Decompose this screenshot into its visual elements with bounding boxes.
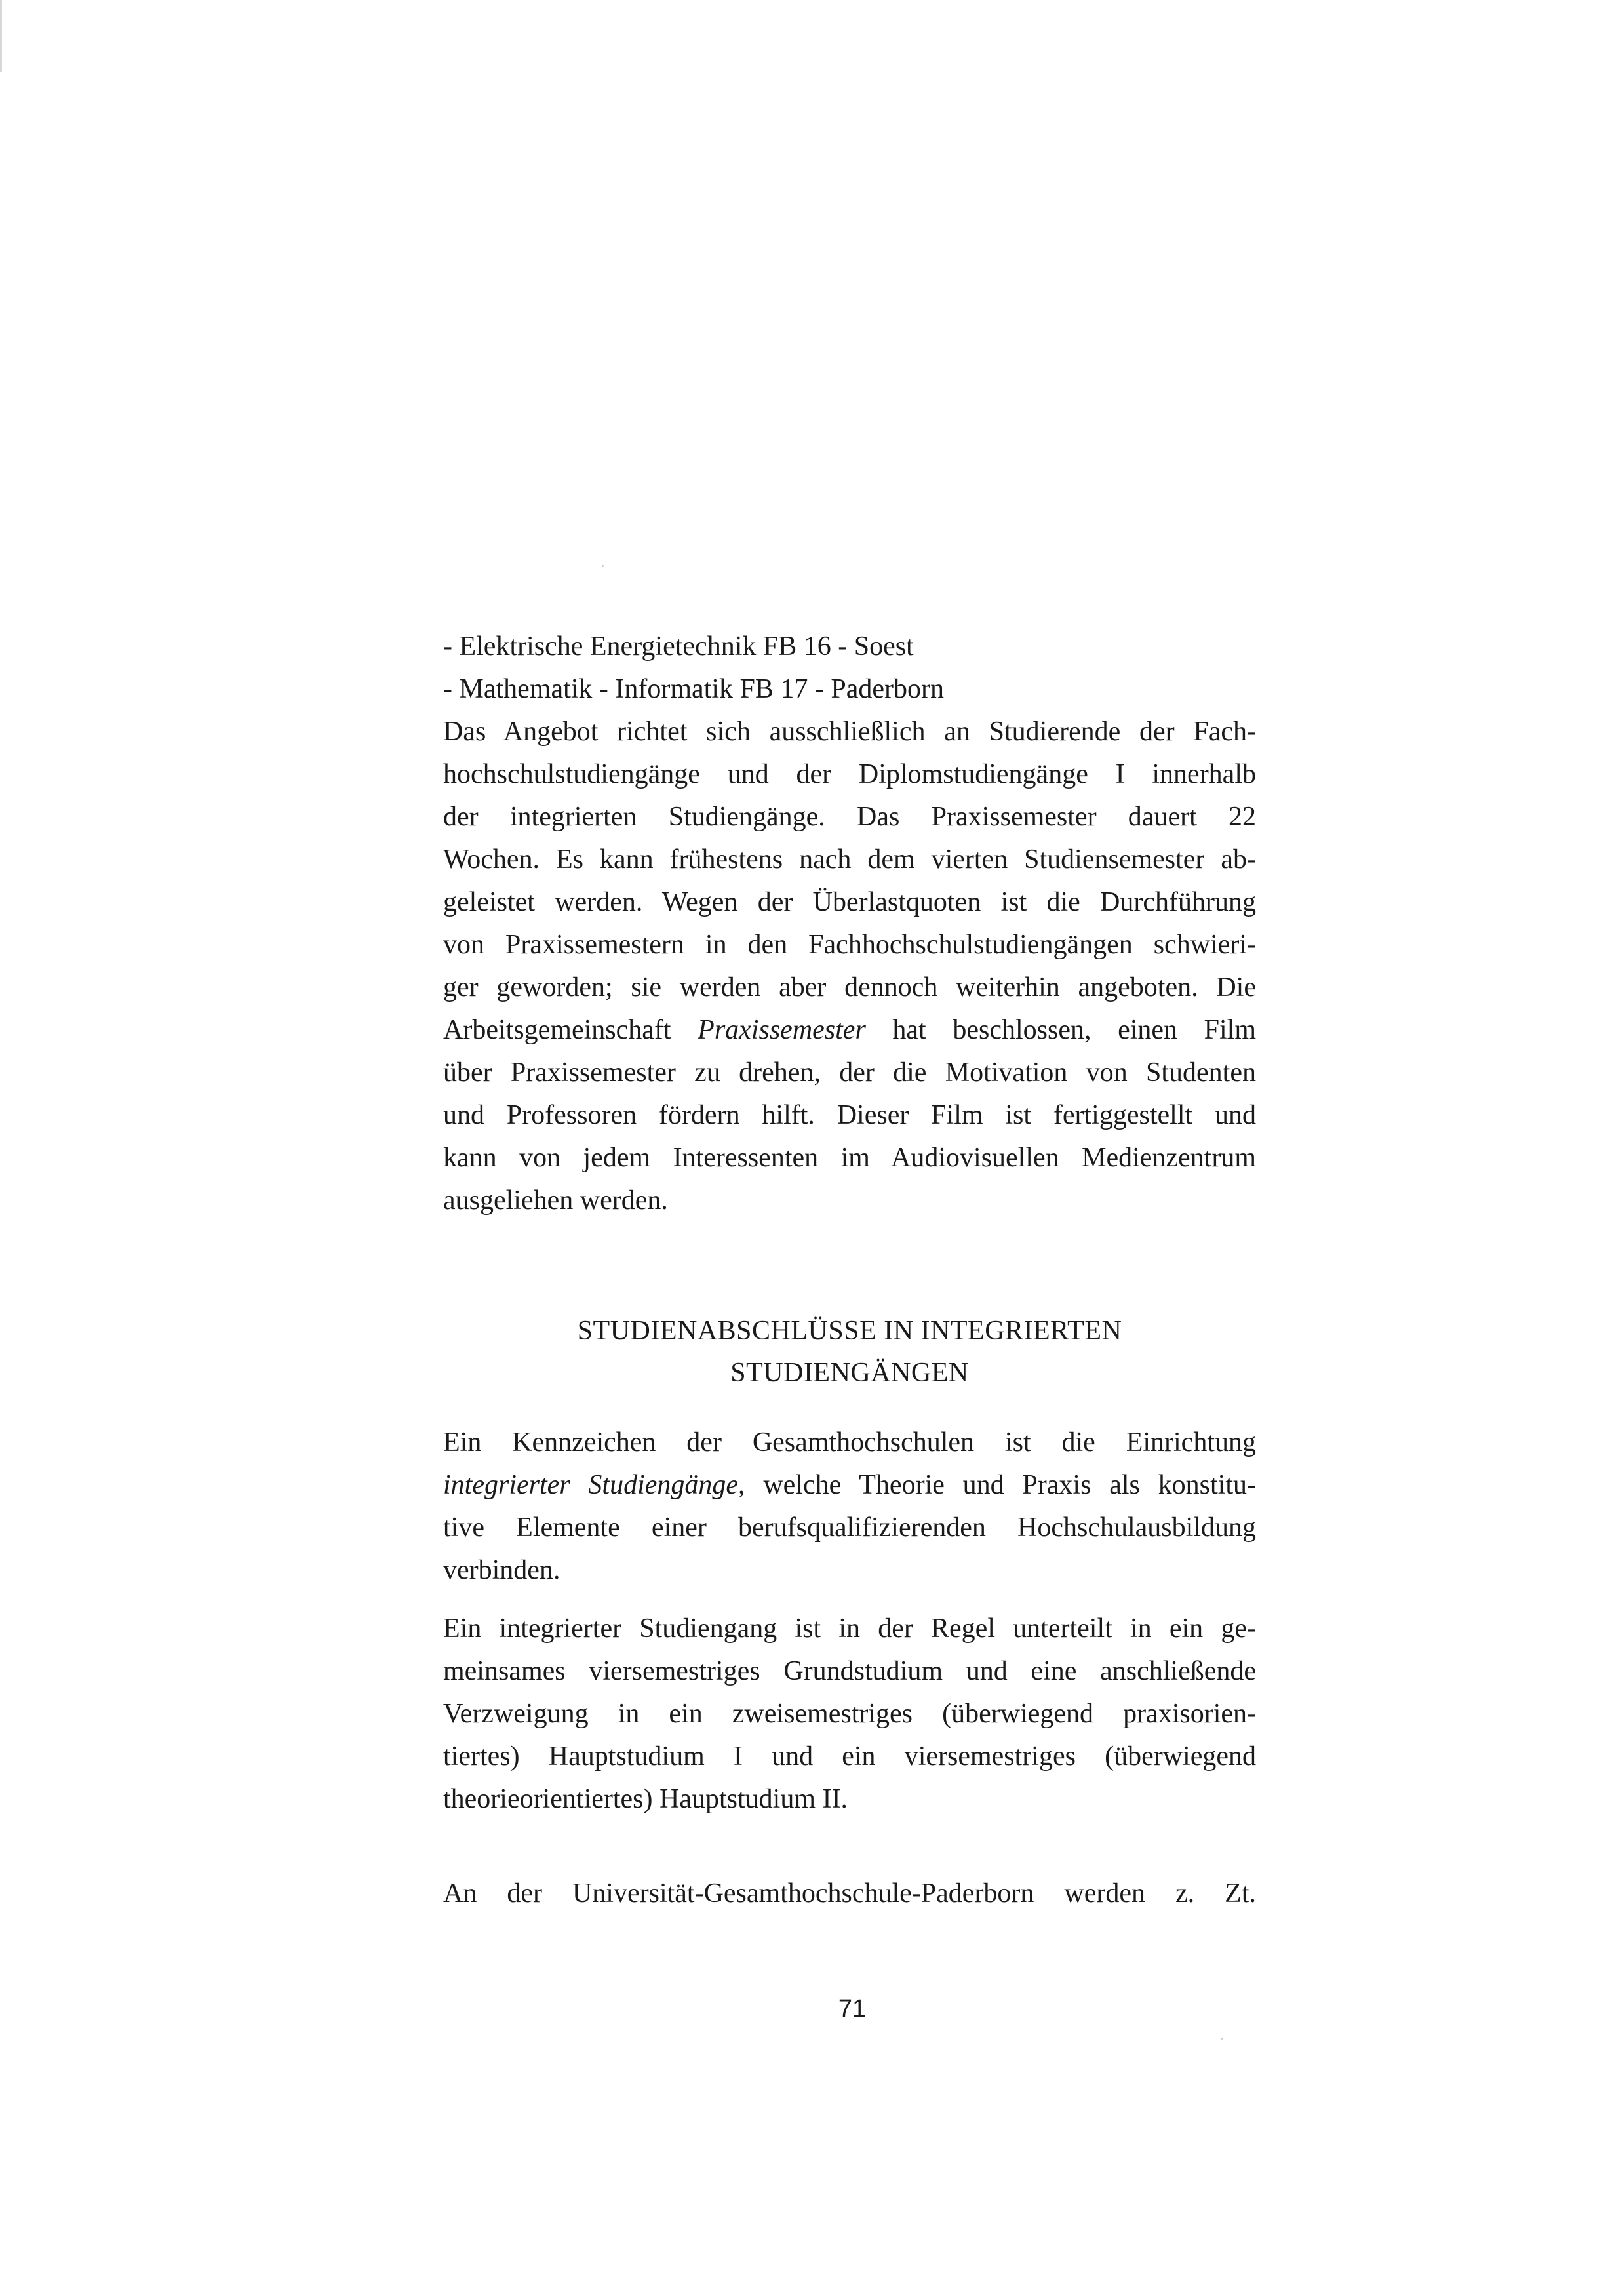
text-line: meinsames viersemestriges Grundstudium und eine anschließende xyxy=(443,1656,1256,1686)
emphasis-praxissemester: Praxissemester xyxy=(698,1015,866,1045)
text-line: Verzweigung in ein zweisemestriges (überwiegend praxisorien- xyxy=(443,1699,1256,1729)
text-line: tiertes) Hauptstudium I und ein viersemestriges (überwiegend xyxy=(443,1741,1256,1771)
section-heading xyxy=(443,1310,1256,1394)
scan-edge-mark xyxy=(0,0,2,72)
text-line: An der Universität-Gesamthochschule-Paderborn werden z. Zt. xyxy=(443,1878,1256,1909)
text-line: Arbeitsgemeinschaft Praxissemester hat beschlossen, einen Film xyxy=(443,1015,1257,1045)
scan-speck xyxy=(602,565,604,567)
text-line: verbinden. xyxy=(443,1555,560,1585)
paragraph-studiengang xyxy=(443,1608,1256,1821)
department-list xyxy=(443,625,1256,711)
text-line: ger geworden; sie werden aber dennoch weiterhin angeboten. Die xyxy=(443,972,1256,1002)
text-line: integrierter Studiengänge, welche Theorie und Praxis als konstitu- xyxy=(443,1470,1256,1500)
text-line: theorieorientiertes) Hauptstudium II. xyxy=(443,1784,848,1814)
list-item: - Elektrische Energietechnik FB 16 - Soest xyxy=(443,631,914,662)
text-line: hochschulstudiengänge und der Diplomstudiengänge I innerhalb xyxy=(443,759,1256,789)
scan-speck xyxy=(1221,2038,1223,2040)
text-line: von Praxissemestern in den Fachhochschulstudiengängen schwieri- xyxy=(443,930,1256,960)
emphasis-integrierter-studiengaenge: integrierter Studiengänge xyxy=(443,1470,739,1500)
text-line: Wochen. Es kann frühestens nach dem vierten Studiensemester ab- xyxy=(443,844,1256,875)
text-line: geleistet werden. Wegen der Überlastquoten ist die Durchführung xyxy=(443,887,1256,917)
paragraph-praxissemester xyxy=(443,711,1256,1222)
paragraph-paderborn xyxy=(443,1872,1256,1915)
text-line: Ein integrierter Studiengang ist in der Regel unterteilt in ein ge- xyxy=(443,1613,1256,1644)
text-line: und Professoren fördern hilft. Dieser Film ist fertiggestellt und xyxy=(443,1100,1256,1130)
text-line: tive Elemente einer berufsqualifizierenden Hochschulausbildung xyxy=(443,1513,1256,1543)
page-number: 71 xyxy=(838,1995,867,2023)
text-line: ausgeliehen werden. xyxy=(443,1185,668,1216)
heading-line: STUDIENGÄNGEN xyxy=(730,1358,969,1388)
text-line: Ein Kennzeichen der Gesamthochschulen ist die Einrichtung xyxy=(443,1427,1256,1457)
text-line: über Praxissemester zu drehen, der die Motivation von Studenten xyxy=(443,1058,1256,1088)
paragraph-kennzeichen xyxy=(443,1421,1256,1592)
text-line: der integrierten Studiengänge. Das Praxissemester dauert 22 xyxy=(443,802,1256,832)
list-item: - Mathematik - Informatik FB 17 - Paderborn xyxy=(443,674,944,704)
text-line: kann von jedem Interessenten im Audiovisuellen Medienzentrum xyxy=(443,1143,1256,1173)
text-line: Das Angebot richtet sich ausschließlich an Studierende der Fach- xyxy=(443,717,1256,747)
heading-line: STUDIENABSCHLÜSSE IN INTEGRIERTEN xyxy=(577,1316,1122,1346)
